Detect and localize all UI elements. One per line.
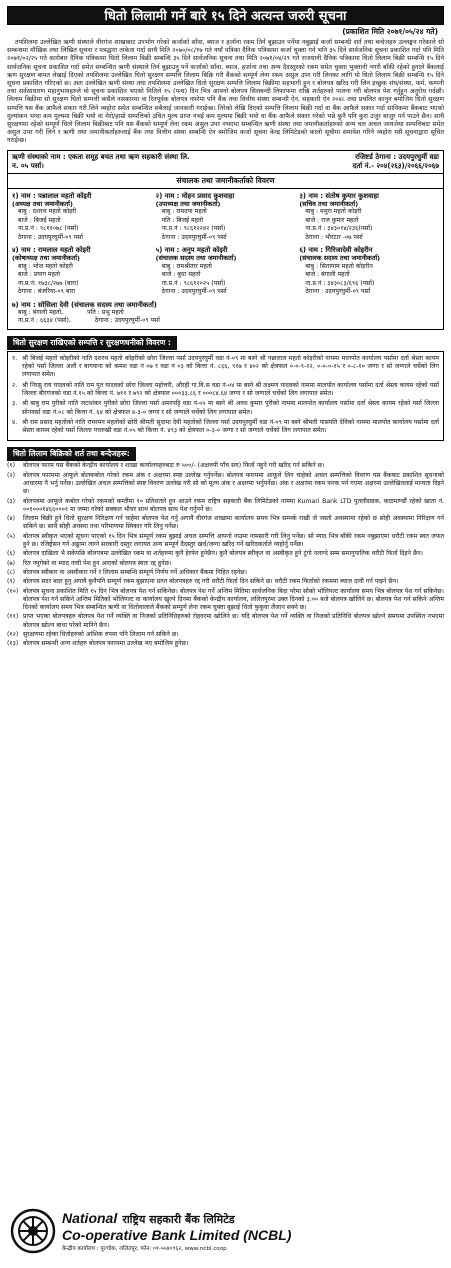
member-role: (उपाध्यक्ष तथा जमानीकर्ता) [155,200,221,209]
member-address: ठेगाना : उदयपुरघुर्मी-०९ पर्सा [305,288,371,296]
condition-item [7,578,444,586]
borrower-name: ऋणी संस्थाको नाम : एकता समूह बचत तथा ऋण सहकारी संस्था लि. [12,152,190,161]
intro-text: तपशिलमा उल्लेखित ऋणी संस्थाले वीरगंज शाखाबाट उपभोग गरेको कर्जाको साँवा, ब्याज र हर्जाना रकम तिर्न बुझाउन पर्नेमा नबुझाई कर्जा सम्बन्धी शर्त तथा बन्देजहरु उल्लङ्घन गरेकाले सो सम्बन्धमा मौखिक तथा लिखित सूचना र पत्रद्धारा ताकेता गर्दा साथै मिति २०७०/०८/१७ गते नयाँ पत्रिका दैनिक पत्रिकामा कर्जा चुक्ता गर्न भनि ३५ दिने सार्वजनिक सूचना प्रकाशित गर्दा पनि मिति २०७१/०२/२५ गते कारोबार दैनिक पत्रिकामा धितो लिलाम बिक्री सम्बन्धि ३५ दिने सार्वजनिक सूचना तथा मिति २०७१/०४/२९ गते राजधानी दैनिक पत्रिकामा धितो लिलाम बिक्री सम्बन्धि १५ दिने सार्वजनिक सूचना प्रकाशित गर्दा समेत सम्बन्धित ऋणी संस्थाले तिर्न बुझाउनु पर्ने कर्जाको साँवा, ब्याज, हर्जाना तथा अन्य दैदस्तुरको रकम समेत चुक्ता भुक्तानी नगरी बाँकी रहेको हुनाले बैंकलाई ऋण सुरक्षण बापत लेखाई दिएको तपशिलमा उल्लेखित धितो सुरक्षण सम्पत्ति लिलाम बिक्रि गरी बैंकको सम्पूर्ण लेना रकम असुल उपर गरी लिनका लागि यो धितो लिलाम बिक्री सम्बन्धि १५ दिने सूचना प्रकाशित गरिएको छ। अतः उल्लेखित ऋणी संस्था तथा तपशिलमा उल्लेखित धितो सुरक्षण सम्पत्ति लिलाम बिक्रीमा सहभागी हुन र बोलपत्र खरिद गरी लिन इच्छुक संघ/संस्था, फर्म, कम्पनी तथा सर्वसाधारण महानुभावहरुले यो सूचना प्रकाशित भएको मितिले १५ (पन्ध) दिन भित्र आफ्नो बोलपत्र सिलबन्दी लिफाफमा राखि शर्तहरुको पालना गरी बोलपत्र पेश गर्नुहुन अनुरोध गर्दछौं। लिलाम बिक्रीमा सो सुरक्षण धितो सम्पत्ती कसैले नसकारमा वा रितपूर्वक बोलपत्र नपरेमा पनि बैंक तथा वित्तीय संस्था सम्बन्धी ऐन, सहकारी ऐन २०४८ तथा प्रचलित कानुन बमोजिम धितो सुरक्षण सम्पत्ति यस बैंक आफैले सकार गरी लिने व्यहोरा समेत सम्बन्धित सबैलाई जानकारी गराईन्छ। तिरेको लेखि दिएको सम्पत्ति लिलाम बिक्री गर्दा वा बैंक आफैले सकार गर्दा साविकमा बैंकबाट भएको मुल्यांकन भन्दा कम मुल्यमा बिक्री भयो वा मेरो/हाम्रो सम्पत्तिको उचित मुल्य प्राप्त नभई कम मुल्यमा बिक्री भयो वा बैंक आफैले सकार गरेको भन्ने कुनै पनि कुरा उजुर बाजुर गर्न पाउने छैन। साथै सुरक्षणमा रहेको सम्पूर्ण धितो लिलाम बिक्रीबाट पनि यस बैंकको सम्पूर्ण लेना रकम असुल उपर नभएमा सम्बन्धित ऋणी संस्था तथा जमानीकर्ताहरुको अन्य चल अचल जायजेथा सम्पत्तिबाट समेत असुल उपर गरी लिने र ऋणी तथा जमानीकर्ताहरुलाई बैंक तथा वित्तीय संस्था सम्बन्धि ऐन बमोजिम कर्जा सूचना केन्द्र लिमिटेडको कालो सूचीमा समावेश गरिने व्यहोरा यसै सूचनाद्वारा सूचित गराईन्छ। [7,39,444,145]
member-parents-row [12,309,439,317]
property-number: २. [12,381,18,389]
condition-item [7,533,444,550]
condition-number: (४) [7,515,16,523]
member-citizenship: ना.प्र.नं : ३४३०८३/६९६ (पर्सा) [305,279,375,287]
property-item [12,400,439,417]
member-citizenship: ना.प्र.नं : ६६३४ (पर्सा), [18,317,71,325]
condition-number: (८) [7,568,16,576]
member-role: (अध्यक्ष तथा जमानीकर्ता) [12,200,73,209]
member-father: बाबु : भोज महतो कोइरी [18,262,73,270]
condition-item [7,515,444,532]
condition-number: (६) [7,550,16,558]
members-heading: संचालक तथा जमानीकर्ताको विवरण [8,173,443,189]
condition-item [7,588,444,613]
member-father: बाबु : बंगाली महतो, [18,308,64,316]
member-card-7 [8,301,443,329]
property-number: १. [12,354,18,362]
member-name: २) नाम : मोहन प्रसाद कुशवाहा [155,191,235,200]
member-id-row [12,317,439,325]
condition-text: बोलपत्र स्वीकार वा अस्वीकार गर्ने र लिलाम सम्बन्धि सम्पूर्ण निर्णय गर्ने अधिकार बैंकमा निहित रहनेछ। [23,568,247,576]
member-husband: पति : प्रभु महतो [87,308,124,316]
member-role: (संचालक सदस्य तथा जमानीकर्ता) [155,254,237,263]
notice-title: धितो लिलामी गर्ने बारे १५ दिने अत्यन्त जरुरी सूचना [7,6,444,25]
conditions-list [7,462,444,648]
property-number: ४. [12,418,18,426]
member-father: बाबु : रामदया महतो [161,208,207,216]
bank-address: केन्द्रीय कार्यालय : पुल्चोक, ललितपुर, फोन: ०१-५५४०९६२, www.ncbl.coop [62,1246,227,1252]
condition-text: बोलपत्र फारममा आफूले बोलकबोल गरेको रकम अंक र अक्षरमा स्पष्ट उल्लेख गर्नुपर्नेछ। बोलपत्र फारममा आफूले लिन चाहेको अचल सम्पत्तिको विवरण यस बैंकबाट प्रकाशित सूचनाको आधारमा नै भर्नु पर्नेछ। उल्लेखित अचल सम्पत्तिको स्पष्ट विवरण उल्लेख गरी सो को मूल्य अंक र अक्षरमा भर्नुपर्नेछ। अंक र अक्षरमा रकम फरक पर्न गएमा अक्षरमा उल्लेखितलाई मान्यता दिइने छ। [23,471,444,496]
member-father: बाबु : दशरथ महतो कोइरी [18,208,77,216]
condition-item [7,472,444,497]
member-father: बाबु : मथुरा महतो कोइरी [305,208,362,216]
condition-text: बोलपत्र फारम यस बैंकको केन्द्रीय कार्यालय र शाखा कार्यालयहरुबाट रु ५००/- (अक्षरुपी पाँच सय) फिर्ता नहुने गरी खरिद गर्न सकिने छ। [23,462,325,470]
member-card [12,246,152,296]
intro-paragraph [7,39,444,146]
bank-name-line [62,1208,442,1227]
member-grandfather: बाजे : बंगाली महतो [305,271,350,279]
property-text: श्री बिजई महतो कोइरीको नाति दशरथ महतो कोइरीको छोरा जिल्ला पर्सा उदयपुरघुर्मी वडा नं-०९ मा बस्ने श्री पन्नालाल महतो कोइरीको नाममा मालपोत कार्यालय पर्सामा दर्ता श्रेस्ता कायम रहेको पर्सा जिल्ला अलौ र बागवाना को कमश वडा नं ०७ र वडा नं ०३ को कित्ता नं. ८६६, ९१७ र ४०२ को क्षेत्रफल ०-०-९-१२, ०-०-०-१५ र ०-८-१० जग्गा र सो जग्गाले चर्चेको लिग लगापात समेत। [22,354,439,379]
condition-number: (२) [7,471,16,479]
member-address: ठेगाना : उदयपुरघुर्मी-०९ पर्सा [161,233,227,241]
condition-item [7,462,444,470]
condition-text: बोलपत्र दाखिला भै सकेपछि बोलपत्रमा उल्लेखित रकम वा शर्तहरुमा कुनै हेरफेर हुनेछैन। कुनै बोलपत्र स्वीकृत वा अस्वीकृत हुने टुंगो नलाग्दे सम्म समानुपातिक धरौटी फिर्ता दिइने छैन। [23,550,423,558]
member-address: ठेगाना : उदयपुरघुर्मी-०९ पर्सा [161,288,227,296]
condition-text: प्राप्त भएका बोलपत्रहरु बोलपत्र पेश गर्ने व्यक्ति वा निजको प्रतिनिधिहरुको रोहवरमा खोलिने छ। यदि बोलपत्र पेश गर्ने व्यक्ति वा निजको प्रतिनिधि बोलपत्र खोल्ने समयमा उपस्थित नभएमा बोलपत्र खोल्न बाधा परेको मानिने छैन। [23,613,444,629]
property-item [12,382,439,399]
borrower-name-row [8,151,443,162]
condition-number: (१०) [7,587,19,595]
condition-item [7,613,444,630]
member-name: ४) नाम : रामलाल महतो कोइरी [12,246,91,255]
member-address: ठेगाना : उदयपुरघुर्मी-०९ पर्सा [94,317,160,325]
member-card [299,192,439,242]
member-name: ६) नाम : गिरिजादेवी कोइरीन [299,246,373,255]
condition-number: (१) [7,462,16,470]
condition-number: (११) [7,613,19,621]
condition-item [7,498,444,515]
condition-text: बोलपत्रमा आफूले कबोल गरेको रकमको कम्तीमा १० प्रतिशतले हुन आउने रकम राष्ट्रिय सहकारी बैंक लिमिटेडको नाममा Kumari Bank LTD पुतलीसडक, काठमाण्डौं रहेको खाता नं. ००१०००१४६६०००१ मा जम्मा गरेको सक्कल भौचर साथ बोलपत्र साथ पेश गर्नुपर्ने छ। [23,497,444,513]
borrower-address: रजिष्टर्ड ठेगाना : उदयपुरघुर्मी वडा [355,152,439,161]
member-card [156,192,296,242]
member-role: (संचालक सदस्य तथा जमानीकर्ता) [299,254,381,263]
property-number: ३. [12,400,18,408]
bank-name-english: National [62,1210,118,1226]
condition-text: सुरक्षणमा रहेका धितोहरुको आंशिक रुपमा पनि लिलाम गर्न सकिने छ। [23,631,179,639]
member-card [299,246,439,296]
property-heading: धितो सुरक्षण राखिएको सम्पत्ति र सुरक्षणधनीको विवरण : [7,336,177,350]
bank-name-nepali: राष्ट्रिय सहकारी बैंक लिमिटेड [122,1213,235,1226]
condition-item [7,560,444,568]
condition-number: (९) [7,578,16,586]
member-grandfather: बाजे : प्रयाग महतो [18,271,61,279]
condition-text: बोलपत्र सम्बन्धी अन्य शर्तहरु बोलपत्र फारममा उल्लेख भए बमोजिम हुनेछ। [23,640,189,648]
property-item [12,355,439,380]
member-grandfather: बाजे : राज कुमार महतो [305,216,359,224]
condition-text: बोलपत्र सदर बदर हुनु अगावै कुनैपनि सम्पूर्ण रकम बुझाएमा प्राप्त बोलपत्रहरु रद्द गरी धरौटी फिर्ता दिन सकिने छ। धरौटी रकम फिर्ताको रकममा ब्याज दावी गर्न पाइने छैन। [23,578,399,586]
members-grid [8,189,443,301]
borrower-ward: न. ०५ पर्सा। [12,161,44,170]
condition-item [7,569,444,577]
condition-item [7,550,444,558]
borrower-reg-no: दर्ता नं.- २०४(२६३)/२०६६/२०६७ [352,161,439,170]
property-text: श्री राम प्रसाद महतोको नाति रामरमन महतोको छोरी श्रीमती सुदामा देवी महतोको जिल्ला पर्सा उदयपुरघुर्मी वडा नं-०९ मा बस्ने श्रीमती पासपति देविको नाममा मालपोत कार्यालय पर्सामा दर्ता श्रेस्ता कायम रहेको पर्सा जिल्ला पचरुखी वडा नं.०५ को कित्ता नं. ४९३ को क्षेत्रफल ०-३-० जग्गा र सो जग्गाले चर्चेको लिग लगापात समेत। [22,418,439,435]
condition-item [7,640,444,648]
condition-number: (१२) [7,631,19,639]
condition-item [7,631,444,639]
member-father: बाबु : सितापाम महतो कोइरीन [305,262,373,270]
member-address: ठेगाना : भौरटार -०७ पर्सा [305,233,363,241]
member-father: बाबु : रामश्रीतार महतो [161,262,212,270]
member-name: ७) नाम : सोसिला देवी (संचालक सदस्य तथा जमानीकर्ता) [12,300,157,309]
member-citizenship: ना.प्र.नं: १७३८/२७७ (बारा) [18,279,79,287]
condition-text: लिलाम बिक्री हुने धितो सुरक्षण निरिक्षण गर्न चाहेमा बोलपत्र पेश गर्नु अगावै वीरगंज शाखामा कार्यालय समय भित्र सम्पर्क राखी जे जस्तो अवस्थामा रहेको छ सोही अवस्थामा निरिक्षण गर्न सकिने छ। साथै सोही अवस्था तथा परिमाणमा स्विकार गरि लिनु पर्नेछ। [23,515,444,531]
member-name: ५) नाम : अनुप महतो कोइरी [155,246,228,255]
property-list [7,351,444,442]
member-card [156,246,296,296]
member-citizenship: ना.प्र.नं : ९८६१२०२५ (पर्सा) [161,279,226,287]
member-grandfather: बाजे : बिजई महतो [18,216,61,224]
member-name: १) नाम : पन्नालाल महतो कोइरी [12,191,92,200]
condition-number: (३) [7,497,16,505]
borrower-details-box [7,150,444,330]
condition-text: बोलपत्र सूचना प्रकाशित मिति १५ दिन भित्र बोलपत्र पेश गर्न सकिनेछ। बोलपत्र पेश गर्ने अन्तिम मितिमा सार्वजनिक बिदा परेमा सोको भोलिपल्ट कार्यालय समय भित्र बोलपत्र पेश गर्न सकिनेछ। बोलपत्र पेश गर्न सकिने अन्तिम मितिको भोलिपल्ट वा कार्यालय खुल्ने दिनमा बैंकको केन्द्रीय कार्यालय, ललितपुरमा उक्त दिनको ३:०० बजे बोलपत्र खोलिने छ। बोलपत्र पेश गर्न सकिने अन्तिम दिनको कार्यालय समय भित्र सम्बन्धित ऋणी वा धितोवालाले बैंकको सम्पूर्ण लेना रकम चुक्ता बुझाई धितो फुकुवा लैजान सक्ने छ। [23,587,444,612]
borrower-reg-row [8,162,443,173]
member-grandfather: बाजे : बुधा महतो [161,271,201,279]
member-citizenship: ना.प्र.नं : ९८११०७८ (पर्सा) [18,225,79,233]
member-citizenship: ना.प्र.नं : ३४३०१४/२३६(पर्सा) [305,225,373,233]
condition-number: (७) [7,559,16,567]
member-address: ठेगाना : उदयपुरघुर्मी-०९ पर्सा [18,233,83,241]
bank-footer [62,1208,442,1252]
condition-number: (५) [7,532,16,540]
member-card [12,192,152,242]
condition-number: (१३) [7,640,19,648]
property-text: श्री बाबु राम पुरीको नाति जटाशंकर पुरीको छोरा जिल्ला पर्सा अमरपट्टि वडा नं-०५ मा बस्ने श्री अवध कुमार पुरीको नाममा मालपोत कार्यालय पर्सामा दर्ता श्रेस्ता कायम रहेको पर्सा जिल्ला सोनवर्सा वडा नं.०८ को कित्ता नं. ६४ को क्षेत्रफल ४-३-० जग्गा र सो जग्गाले चर्चेको लिग लगापात समेत। [22,400,439,416]
member-address: ठेगाना : बंजरिया-०९ बारा [18,288,76,296]
property-item [12,419,439,436]
member-role: (कोषाध्यक्ष तथा जमानीकर्ता) [12,254,80,263]
member-role: (सचिव तथा जमानीकर्ता) [299,200,359,209]
member-grandfather: पति : बिजई महतो [161,216,204,224]
publication-date: (प्रकाशित मिति २०७१/०५/२४ गते) [342,27,438,36]
bank-logo-icon [10,1208,56,1254]
member-citizenship: ना.प्र.नं : ९८६१२२४२ (पर्सा) [161,225,226,233]
conditions-heading: धितो लिलाम बिक्रिको शर्त तथा बन्देजहरू: [7,447,136,461]
member-name: ३) नाम : संतोष कुमार कुशवाहा [299,191,379,200]
condition-text: रित नपुगेको वा म्याद नाघी पेश हुन आएको बोलपत्र स्वतः रद्द हुनेछ। [23,559,172,567]
condition-text: बोलपत्र स्वीकृत भएको सूचना पाएको १५ दिन भित्र सम्पूर्ण रकम बुझाई अचल सम्पत्ति आफ्नो नाउमा नामसारी गरी लिनु पर्नेछ। सो म्याद भित्र बाँकी रकम नबुझाएमा धरौटी रकम स्वत जफत हुने छ। रजिष्ट्रेसन गर्न अड्डामा लाग्ने सरकारी दस्तुर लगायत अन्य सम्पूर्ण दैदस्तुर खर्च/जग्गा खरिद गर्ने खरिदकर्ताले व्यहोर्नु पर्नेछ। [23,532,444,549]
bank-name-english-full: Co-operative Bank Limited (NCBL) [62,1227,292,1243]
property-text: श्री निरसु राय यादवको नाति राम पुत यादवको छोरा जिल्ला महोत्तरी, औरही गा.वि.स वडा नं-०४ मा बस्ने श्री लक्ष्मण यादवको नाममा मालपोत कार्यालय पर्सामा दर्ता श्रेस्ता कायम रहेको पर्सा जिल्ला बीरगंजको वडा नं.१५ को कित्ता नं. ७११ र ७९२ को क्षेत्रफल ०००३३.८६ र ०००८४.६४ जग्गा र सो जग्गाले चर्चेको लिग लगापात समेत। [22,381,439,397]
